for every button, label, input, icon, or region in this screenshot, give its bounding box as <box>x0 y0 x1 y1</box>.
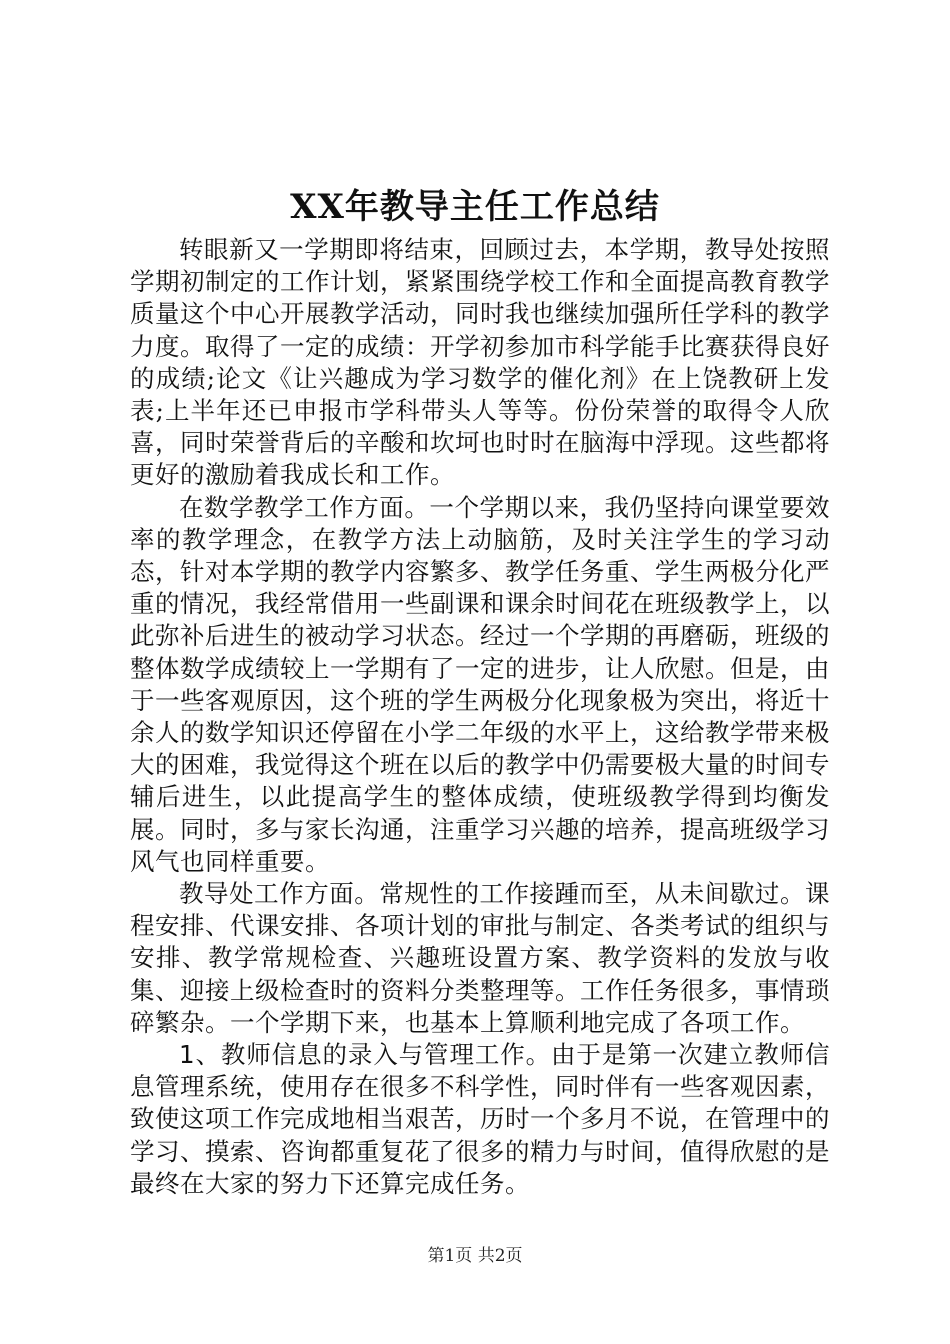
paragraph-office-work: 教导处工作方面。常规性的工作接踵而至，从未间歇过。课程安排、代课安排、各项计划的审批与制定、各类考试的组织与安排、教学常规检查、兴趣班设置方案、教学资料的发放与收集、迎接上级检查时的资料分类整理等。工作任务很多，事情琐碎繁杂。一个学期下来，也基本上算顺利地完成了各项工作。 <box>130 879 830 1037</box>
paragraph-item-1 <box>130 1039 830 1200</box>
document-title: XX年教导主任工作总结 <box>290 187 660 227</box>
item-1-text: 由于是第一次建立教师信息管理系统，使用存在很多不科学性，同时伴有一些客观因素，致使这项工作完成地相当艰苦，历时一个多月不说，在管理中的学习、摸索、咨询都重复花了很多的精力与时间，值得欣慰的是最终在大家的努力下还算完成任务。 <box>130 1040 830 1198</box>
paragraph-intro: 转眼新又一学期即将结束，回顾过去，本学期，教导处按照学期初制定的工作计划，紧紧围绕学校工作和全面提高教育教学质量这个中心开展教学活动，同时我也继续加强所任学科的教学力度。取得了一定的成绩：开学初参加市科学能手比赛获得良好的成绩;论文《让兴趣成为学习数学的催化剂》在上饶教研上发表;上半年还已申报市学科带头人等等。份份荣誉的取得令人欣喜，同时荣誉背后的辛酸和坎坷也时时在脑海中浮现。这些都将更好的激励着我成长和工作。 <box>130 235 830 490</box>
paragraph-math-teaching: 在数学教学工作方面。一个学期以来，我仍坚持向课堂要效率的教学理念，在教学方法上动脑筋，及时关注学生的学习动态，针对本学期的教学内容繁多、教学任务重、学生两极分化严重的情况，我经常借用一些副课和课余时间花在班级教学上，以此弥补后进生的被动学习状态。经过一个学期的再磨砺，班级的整体数学成绩较上一学期有了一定的进步，让人欣慰。但是，由于一些客观原因，这个班的学生两极分化现象极为突出，将近十余人的数学知识还停留在小学二年级的水平上，这给教学带来极大的困难，我觉得这个班在以后的教学中仍需要极大量的时间专辅后进生，以此提高学生的整体成绩，使班级教学得到均衡发展。同时，多与家长沟通，注重学习兴趣的培养，提高班级学习风气也同样重要。 <box>130 492 830 876</box>
document-body <box>130 234 830 1200</box>
page-footer: 第1页 共2页 <box>427 1246 523 1266</box>
item-1-heading: 1、教师信息的录入与管理工作。 <box>179 1040 552 1070</box>
